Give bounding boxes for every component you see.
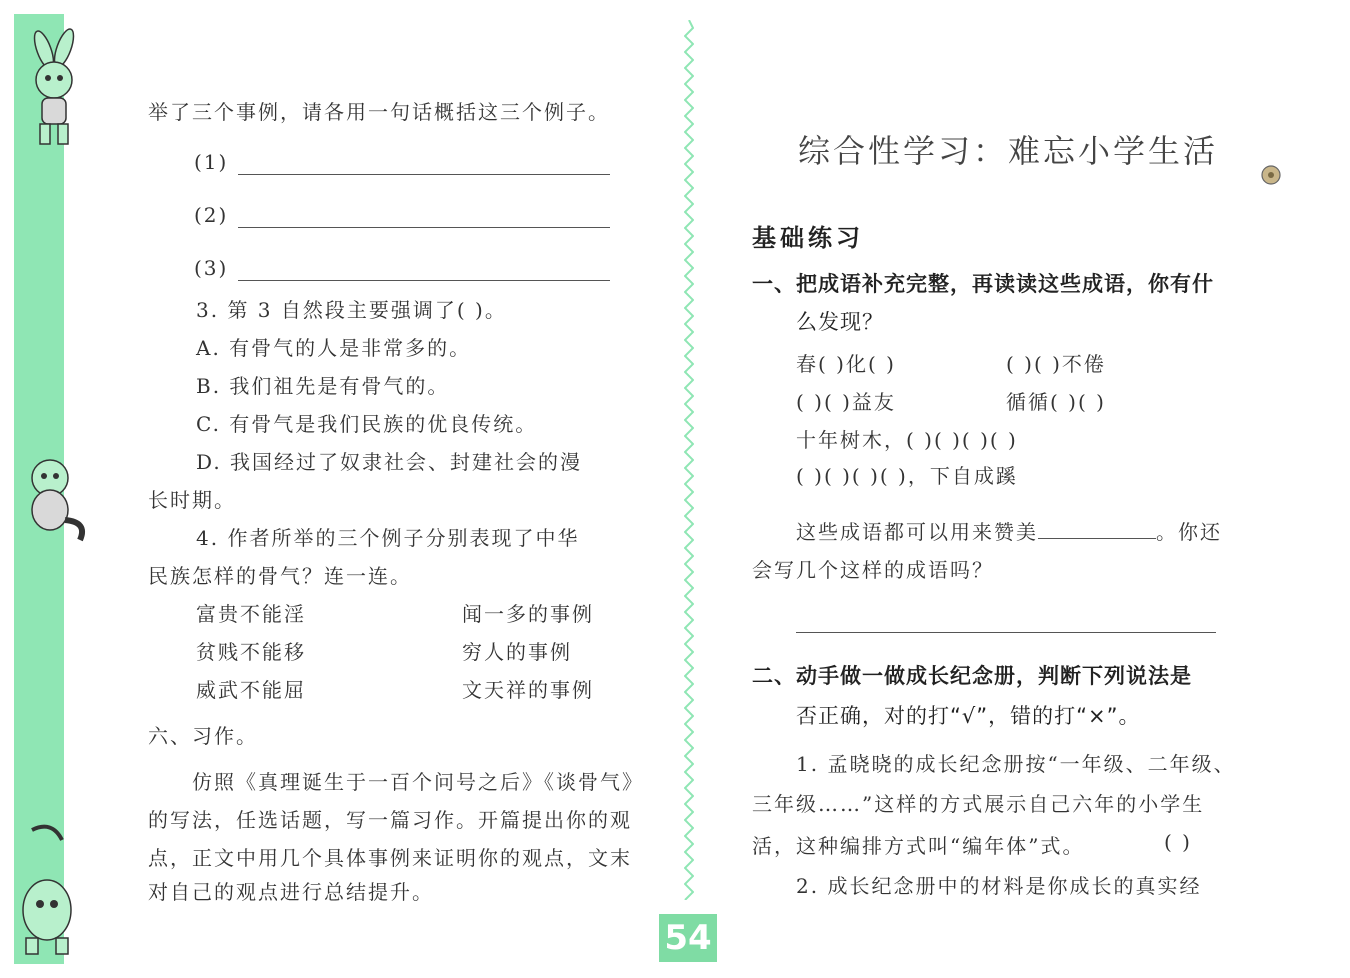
idiom-5[interactable]: 十年树木，( )( )( )( ) — [796, 428, 1018, 452]
q3-option-d: D. 我国经过了奴隶社会、封建社会的漫 — [196, 450, 583, 474]
right-page — [694, 0, 1350, 978]
idiom-1[interactable]: 春( )化( ) — [796, 352, 896, 376]
praise-line-2: 会写几个这样的成语吗？ — [752, 558, 994, 582]
flower-icon — [1258, 162, 1284, 188]
match-left-2[interactable]: 贫贱不能移 — [196, 640, 306, 664]
answer-line-3[interactable] — [238, 280, 610, 281]
match-right-1[interactable]: 闻一多的事例 — [462, 602, 594, 626]
match-right-2[interactable]: 穷人的事例 — [462, 640, 572, 664]
page-title: 综合性学习：难忘小学生活 — [798, 132, 1219, 170]
answer-line-2[interactable] — [238, 227, 610, 228]
essay-line-2: 的写法，任选话题，写一篇习作。开篇提出你的观 — [148, 808, 632, 832]
match-left-1[interactable]: 富贵不能淫 — [196, 602, 306, 626]
praise-blank[interactable] — [1038, 518, 1156, 539]
item-2-line1: 2. 成长纪念册中的材料是你成长的真实经 — [796, 874, 1202, 898]
blank-label-2: (2) — [194, 203, 229, 227]
item-1-line2: 三年级……”这样的方式展示自己六年的小学生 — [752, 792, 1205, 816]
section-6-heading: 六、习作。 — [148, 724, 258, 748]
question-3: 3. 第 3 自然段主要强调了( )。 — [196, 298, 507, 322]
praise-sentence — [796, 516, 1222, 545]
item-1-line1: 1. 孟晓晓的成长纪念册按“一年级、二年级、 — [796, 752, 1236, 776]
idiom-6[interactable]: ( )( )( )( )，下自成蹊 — [796, 464, 1018, 488]
section-heading: 基础练习 — [752, 224, 864, 252]
praise-after: 。你还 — [1156, 520, 1222, 544]
raccoon-mascot-icon — [10, 450, 90, 545]
question-1-line2: 么发现？ — [796, 310, 884, 334]
match-right-3[interactable]: 文天祥的事例 — [462, 678, 594, 702]
page-number: 54 — [659, 914, 717, 962]
question-4-line1: 4. 作者所举的三个例子分别表现了中华 — [196, 526, 580, 550]
essay-line-1: 仿照《真理诞生于一百个问号之后》《谈骨气》 — [192, 770, 644, 794]
question-4-line2: 民族怎样的骨气？连一连。 — [148, 564, 412, 588]
page-gutter-divider — [684, 20, 694, 900]
rabbit-mascot-icon — [14, 28, 86, 148]
q3-option-d-cont: 长时期。 — [148, 488, 236, 512]
essay-line-3: 点，正文中用几个具体事例来证明你的观点，文末 — [148, 846, 632, 870]
question-1-line1: 一、把成语补充完整，再读读这些成语，你有什 — [752, 272, 1214, 296]
item-1-answer-paren[interactable]: ( ) — [1164, 830, 1192, 854]
question-2-line1: 二、动手做一做成长纪念册，判断下列说法是 — [752, 664, 1192, 688]
q3-option-c: C. 有骨气是我们民族的优良传统。 — [196, 412, 538, 436]
item-1-line3: 活，这种编排方式叫“编年体”式。 — [752, 834, 1085, 858]
answer-line-1[interactable] — [238, 174, 610, 175]
essay-line-4: 对自己的观点进行总结提升。 — [148, 880, 434, 904]
idiom-4[interactable]: 循循( )( ) — [1006, 390, 1106, 414]
idiom-3[interactable]: ( )( )益友 — [796, 390, 896, 414]
blank-label-3: (3) — [194, 256, 229, 280]
idiom-2[interactable]: ( )( )不倦 — [1006, 352, 1106, 376]
tiger-mascot-icon — [12, 820, 82, 960]
idiom-answer-line[interactable] — [796, 632, 1216, 633]
q3-option-b: B. 我们祖先是有骨气的。 — [196, 374, 450, 398]
question-2-line2: 否正确，对的打“√”，错的打“×”。 — [796, 704, 1141, 728]
praise-before: 这些成语都可以用来赞美 — [796, 520, 1038, 544]
intro-text: 举了三个事例，请各用一句话概括这三个例子。 — [148, 100, 610, 124]
q3-option-a: A. 有骨气的人是非常多的。 — [196, 336, 472, 360]
match-left-3[interactable]: 威武不能屈 — [196, 678, 306, 702]
blank-label-1: (1) — [194, 150, 229, 174]
